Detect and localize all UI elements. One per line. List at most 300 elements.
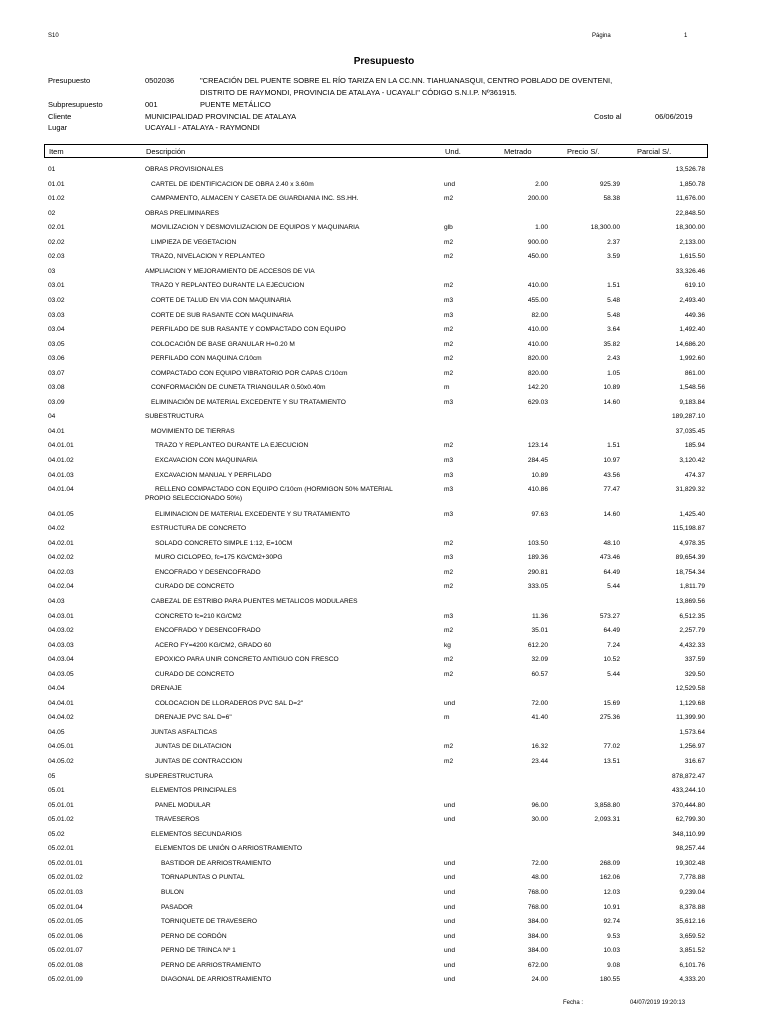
table-row [0, 887, 768, 899]
row-metrado: 30.00 [531, 816, 548, 824]
row-item: 02 [48, 209, 56, 217]
row-parcial: 3,120.42 [679, 457, 705, 464]
row-precio: 5.48 [607, 296, 620, 304]
row-metrado: 672.00 [527, 961, 548, 969]
row-precio: 18,300.00 [590, 224, 620, 232]
row-descripcion: PERNO DE TRINCA Nº 1 [161, 947, 236, 955]
subpresupuesto-desc: PUENTE METÁLICO [200, 100, 271, 109]
row-und: m2 [444, 326, 454, 334]
row-descripcion: TRAVESEROS [155, 816, 200, 824]
row-precio: 3.64 [607, 326, 620, 334]
row-und: m2 [444, 583, 454, 591]
row-descripcion: OBRAS PROVISIONALES [145, 166, 224, 173]
row-parcial: 9,183.84 [679, 398, 705, 406]
row-descripcion: TRAZO Y REPLANTEO DURANTE LA EJECUCION [155, 442, 309, 450]
row-item: 05.02.01.07 [48, 947, 83, 955]
row-descripcion: PERNO DE CORDÓN [161, 932, 227, 940]
row-descripcion: PERNO DE ARRIOSTRAMIENTO [161, 961, 261, 969]
row-und: und [444, 874, 456, 882]
row-und: m2 [444, 355, 454, 363]
row-item: 03.03 [48, 311, 65, 319]
row-descripcion: MOVIMIENTO DE TIERRAS [151, 427, 235, 435]
row-parcial: 13,526.78 [675, 166, 705, 173]
row-parcial: 12,529.58 [675, 685, 705, 693]
row-descripcion: CONCRETO fc=210 KG/CM2 [155, 612, 242, 620]
row-precio: 473.46 [599, 554, 620, 562]
row-precio: 268.09 [599, 859, 620, 867]
row-descripcion: COLOCACIÓN DE BASE GRANULAR H=0.20 M [151, 340, 295, 348]
row-precio: 5.44 [607, 670, 620, 678]
row-item: 05.02.01.04 [48, 903, 83, 911]
table-row [0, 945, 768, 957]
row-item: 04.05.01 [48, 743, 74, 751]
row-parcial: 1,129.68 [679, 699, 705, 707]
row-parcial: 185.94 [684, 442, 705, 450]
row-descripcion: ELEMENTOS DE UNIÓN O ARRIOSTRAMIENTO [155, 845, 303, 853]
table-row [0, 771, 768, 783]
row-metrado: 410.86 [527, 486, 548, 494]
row-metrado: 410.00 [527, 326, 548, 334]
table-row [0, 669, 768, 681]
row-item: 03.06 [48, 355, 65, 363]
row-precio: 48.10 [603, 539, 620, 547]
row-precio: 3,858.80 [594, 801, 620, 809]
row-precio: 9.08 [607, 961, 620, 969]
presupuesto-desc-line2: DISTRITO DE RAYMONDI, PROVINCIA DE ATALAYA - UCAYALI" CÓDIGO S.N.I.P. Nº361915. [200, 88, 517, 97]
row-item: 04 [48, 413, 56, 421]
table-row [0, 800, 768, 812]
row-parcial: 9,239.04 [679, 888, 705, 896]
table-row [0, 324, 768, 336]
page-number: 1 [684, 33, 688, 39]
row-descripcion: TORNAPUNTAS O PUNTAL [161, 874, 245, 882]
row-descripcion: TRAZO, NIVELACION Y REPLANTEO [151, 253, 265, 261]
fecha-label: Fecha : [563, 1000, 584, 1006]
row-metrado: 450.00 [527, 253, 548, 261]
table-row [0, 280, 768, 292]
table-row [0, 785, 768, 797]
row-precio: 3.59 [607, 253, 620, 261]
row-precio: 77.02 [603, 743, 620, 751]
row-und: glb [444, 224, 453, 232]
row-descripcion: CONFORMACIÓN DE CUNETA TRIANGULAR 0.50x0.40m [151, 384, 326, 392]
row-descripcion: ESTRUCTURA DE CONCRETO [151, 525, 247, 533]
row-descripcion: ENCOFRADO Y DESENCOFRADO [155, 627, 261, 635]
row-item: 04.01.03 [48, 471, 74, 479]
row-item: 04.03.03 [48, 641, 74, 649]
table-row [0, 960, 768, 972]
row-und: m3 [444, 471, 454, 479]
row-und: und [444, 961, 456, 969]
table-row [0, 858, 768, 870]
row-item: 05.02.01.06 [48, 932, 83, 940]
row-descripcion: PANEL MODULAR [155, 801, 211, 809]
row-item: 04.04.02 [48, 714, 74, 722]
row-metrado: 612.20 [527, 641, 548, 649]
table-row [0, 741, 768, 753]
row-und: und [444, 903, 456, 911]
row-und: m3 [444, 296, 454, 304]
row-metrado: 284.45 [527, 457, 548, 464]
row-und: m2 [444, 282, 454, 290]
table-row [0, 353, 768, 365]
row-item: 04.01.04 [48, 486, 74, 494]
row-metrado: 10.89 [531, 471, 548, 479]
row-parcial: 4,432.33 [679, 641, 705, 649]
table-row [0, 237, 768, 249]
row-und: m2 [444, 369, 454, 377]
col-item: Item [49, 147, 64, 156]
table-row [0, 625, 768, 637]
row-metrado: 820.00 [527, 369, 548, 377]
row-precio: 14.60 [603, 510, 620, 518]
row-descripcion: EPOXICO PARA UNIR CONCRETO ANTIGUO CON FRESCO [155, 656, 339, 664]
table-row [0, 727, 768, 739]
row-precio: 2.43 [607, 355, 620, 363]
row-metrado: 123.14 [527, 442, 548, 450]
row-metrado: 96.00 [531, 801, 548, 809]
row-precio: 10.52 [603, 656, 620, 664]
row-metrado: 23.44 [531, 758, 548, 765]
row-parcial: 433,244.10 [671, 787, 705, 795]
row-parcial: 98,257.44 [675, 845, 705, 853]
row-precio: 2,093.31 [594, 816, 620, 824]
table-row [0, 814, 768, 826]
row-metrado: 384.00 [527, 932, 548, 940]
row-item: 01.02 [48, 195, 65, 203]
row-descripcion: ELIMINACION DE MATERIAL EXCEDENTE Y SU TRATAMIENTO [155, 510, 350, 518]
row-und: m3 [444, 510, 454, 518]
row-descripcion: BASTIDOR DE ARRIOSTRAMIENTO [161, 859, 272, 867]
row-descripcion: CAMPAMENTO, ALMACEN Y CASETA DE GUARDIANIA INC. SS.HH. [151, 195, 359, 203]
row-precio: 10.89 [603, 384, 620, 392]
row-parcial: 22,848.50 [675, 209, 705, 217]
row-und: m2 [444, 758, 454, 765]
row-item: 02.02 [48, 238, 65, 246]
row-precio: 10.97 [603, 457, 620, 464]
row-descripcion: BULON [161, 888, 184, 896]
row-parcial: 1,850.78 [679, 180, 705, 188]
table-row [0, 382, 768, 394]
row-und: m2 [444, 743, 454, 751]
table-row [0, 470, 768, 482]
table-row [0, 829, 768, 841]
row-parcial: 1,256.97 [679, 743, 705, 751]
row-item: 01 [48, 166, 56, 173]
row-item: 05.02.01.05 [48, 918, 83, 926]
row-item: 05.02 [48, 830, 65, 838]
row-descripcion: CORTE DE TALUD EN VIA CON MAQUINARIA [151, 296, 291, 304]
row-descripcion: OBRAS PRELIMINARES [145, 209, 220, 217]
table-row [0, 843, 768, 855]
row-und: m [444, 384, 450, 392]
row-descripcion: MURO CICLOPEO, fc=175 KG/CM2+30PG [155, 554, 283, 562]
table-row [0, 411, 768, 423]
table-row [0, 552, 768, 564]
table-row [0, 538, 768, 550]
row-item: 04.01 [48, 427, 65, 435]
row-parcial: 3,659.52 [679, 932, 705, 940]
row-descripcion: JUNTAS DE CONTRACCION [155, 758, 243, 765]
row-metrado: 629.03 [527, 398, 548, 406]
row-metrado: 16.32 [531, 743, 548, 751]
row-item: 02.03 [48, 253, 65, 261]
row-metrado: 290.81 [527, 568, 548, 576]
row-parcial: 4,978.35 [679, 539, 705, 547]
row-parcial: 1,992.60 [679, 355, 705, 363]
table-row [0, 179, 768, 191]
row-parcial: 619.10 [684, 282, 705, 290]
row-und: m2 [444, 539, 454, 547]
row-precio: 9.53 [607, 932, 620, 940]
row-item: 05.02.01.03 [48, 888, 83, 896]
row-parcial: 18,754.34 [675, 568, 705, 576]
row-descripcion: AMPLIACION Y MEJORAMIENTO DE ACCESOS DE VIA [145, 267, 315, 275]
row-und: und [444, 888, 456, 896]
row-descripcion: ENCOFRADO Y DESENCOFRADO [155, 568, 261, 576]
col-precio: Precio S/. [567, 147, 600, 156]
row-precio: 180.55 [599, 976, 620, 984]
row-descripcion: COLOCACION DE LLORADEROS PVC SAL D=2" [155, 699, 304, 707]
row-descripcion: DRENAJE PVC SAL D=6" [155, 714, 232, 722]
row-precio: 925.39 [599, 180, 620, 188]
table-row-continuation [0, 493, 768, 505]
row-metrado: 384.00 [527, 947, 548, 955]
row-item: 04.03.05 [48, 670, 74, 678]
row-precio: 1.51 [607, 282, 620, 290]
row-descripcion: DIAGONAL DE ARRIOSTRAMIENTO [161, 976, 272, 984]
row-metrado: 410.00 [527, 340, 548, 348]
row-und: und [444, 976, 456, 984]
row-und: kg [444, 641, 451, 649]
row-item: 05.01.02 [48, 816, 74, 824]
row-metrado: 142.20 [527, 384, 548, 392]
row-metrado: 900.00 [527, 238, 548, 246]
row-metrado: 11.36 [531, 612, 548, 620]
row-descripcion: CURADO DE CONCRETO [155, 583, 235, 591]
table-row [0, 611, 768, 623]
row-item: 04.03 [48, 597, 65, 605]
row-und: m2 [444, 238, 454, 246]
row-parcial: 449.36 [684, 311, 705, 319]
table-row [0, 523, 768, 535]
row-descripcion: JUNTAS ASFALTICAS [151, 728, 218, 736]
row-item: 04.02.04 [48, 583, 74, 591]
table-row [0, 397, 768, 409]
table-row [0, 455, 768, 467]
row-und: m2 [444, 627, 454, 635]
row-und: und [444, 859, 456, 867]
row-item: 03 [48, 267, 56, 275]
row-item: 05.01 [48, 787, 65, 795]
costo-label: Costo al [594, 112, 622, 121]
table-row [0, 339, 768, 351]
row-parcial: 33,326.46 [675, 267, 705, 275]
row-precio: 43.56 [603, 471, 620, 479]
row-metrado: 2.00 [535, 180, 548, 188]
row-precio: 14.60 [603, 398, 620, 406]
costo-date: 06/06/2019 [655, 112, 693, 121]
presupuesto-code: 0502036 [145, 76, 175, 85]
row-und: m3 [444, 612, 454, 620]
row-und: m [444, 714, 450, 722]
row-parcial: 1,573.64 [679, 728, 705, 736]
row-und: m2 [444, 568, 454, 576]
row-item: 04.05.02 [48, 758, 74, 765]
row-descripcion: ELEMENTOS PRINCIPALES [151, 787, 237, 795]
row-descripcion: PERFILADO CON MAQUINA C/10cm [151, 355, 262, 363]
col-und: Und. [445, 147, 461, 156]
row-und: m2 [444, 340, 454, 348]
row-parcial: 861.00 [684, 369, 705, 377]
table-row [0, 581, 768, 593]
col-descripcion: Descripción [146, 147, 186, 156]
row-descripcion: ELIMINACIÓN DE MATERIAL EXCEDENTE Y SU TRATAMIENTO [151, 398, 346, 406]
row-precio: 15.69 [603, 699, 620, 707]
row-descripcion: RELLENO COMPACTADO CON EQUIPO C/10cm (HORMIGON 50% MATERIAL [155, 486, 393, 494]
row-parcial: 6,512.35 [679, 612, 705, 620]
subpresupuesto-label: Subpresupuesto [48, 100, 103, 109]
row-descripcion: TRAZO Y REPLANTEO DURANTE LA EJECUCION [151, 282, 305, 290]
table-row [0, 164, 768, 176]
row-parcial: 3,851.52 [679, 947, 705, 955]
row-item: 04.03.04 [48, 656, 74, 664]
row-descripcion: SUBESTRUCTURA [145, 413, 204, 421]
row-metrado: 41.40 [531, 714, 548, 722]
row-descripcion: JUNTAS DE DILATACION [155, 743, 232, 751]
row-metrado: 24.00 [531, 976, 548, 984]
row-parcial: 329.50 [684, 670, 705, 678]
row-und: m3 [444, 311, 454, 319]
row-item: 05 [48, 772, 56, 780]
table-row [0, 698, 768, 710]
table-row [0, 683, 768, 695]
row-descripcion: TORNIQUETE DE TRAVESERO [161, 918, 257, 926]
row-item: 04.04.01 [48, 699, 74, 707]
table-row [0, 640, 768, 652]
row-descripcion: CABEZAL DE ESTRIBO PARA PUENTES METALICOS MODULARES [151, 597, 358, 605]
table-row [0, 208, 768, 220]
table-row [0, 222, 768, 234]
row-parcial: 19,302.48 [675, 859, 705, 867]
row-item: 03.05 [48, 340, 65, 348]
row-metrado: 200.00 [527, 195, 548, 203]
row-precio: 64.49 [603, 568, 620, 576]
row-descripcion: EXCAVACION CON MAQUINARIA [155, 457, 258, 464]
table-row [0, 902, 768, 914]
row-parcial: 337.59 [684, 656, 705, 664]
row-precio: 10.91 [603, 903, 620, 911]
row-item: 04.01.01 [48, 442, 74, 450]
row-und: m3 [444, 457, 454, 464]
row-precio: 92.74 [603, 918, 620, 926]
table-row [0, 712, 768, 724]
table-row [0, 310, 768, 322]
row-parcial: 18,300.00 [675, 224, 705, 232]
row-item: 03.07 [48, 369, 65, 377]
row-item: 05.02.01.09 [48, 976, 83, 984]
row-item: 03.08 [48, 384, 65, 392]
row-precio: 12.03 [603, 888, 620, 896]
system-code: S10 [48, 33, 59, 39]
row-precio: 13.51 [603, 758, 620, 765]
row-descripcion: SUPERESTRUCTURA [145, 772, 213, 780]
row-metrado: 97.63 [531, 510, 548, 518]
row-metrado: 32.09 [531, 656, 548, 664]
row-item: 01.01 [48, 180, 65, 188]
row-und: m3 [444, 398, 454, 406]
row-descripcion: MOVILIZACION Y DESMOVILIZACION DE EQUIPOS Y MAQUINARIA [151, 224, 360, 232]
presupuesto-desc-line1: "CREACIÓN DEL PUENTE SOBRE EL RÍO TARIZA EN LA CC.NN. TIAHUANASQUI, CENTRO POBLADO DE OVENTENI, [200, 76, 613, 85]
fecha-value: 04/07/2019 19:20:13 [630, 1000, 686, 1006]
row-metrado: 60.57 [531, 670, 548, 678]
row-item: 04.02.01 [48, 539, 74, 547]
row-parcial: 7,778.88 [679, 874, 705, 882]
row-descripcion-cont: PROPIO SELECCIONADO 50%) [145, 495, 243, 503]
cliente-label: Cliente [48, 112, 72, 121]
row-parcial: 6,101.76 [679, 961, 705, 969]
table-row [0, 596, 768, 608]
presupuesto-label: Presupuesto [48, 76, 91, 85]
table-header [44, 144, 708, 158]
row-parcial: 37,035.45 [675, 427, 705, 435]
row-precio: 573.27 [599, 612, 620, 620]
row-parcial: 31,829.32 [675, 486, 705, 494]
row-precio: 10.03 [603, 947, 620, 955]
row-und: und [444, 801, 456, 809]
row-item: 04.02.02 [48, 554, 74, 562]
row-parcial: 370,444.80 [671, 801, 705, 809]
row-parcial: 13,869.56 [675, 597, 705, 605]
row-precio: 7.24 [607, 641, 620, 649]
row-precio: 5.44 [607, 583, 620, 591]
table-row [0, 756, 768, 768]
row-descripcion: PERFILADO DE SUB RASANTE Y COMPACTADO CON EQUIPO [151, 326, 346, 334]
row-precio: 64.49 [603, 627, 620, 635]
table-row [0, 368, 768, 380]
row-parcial: 1,492.40 [679, 326, 705, 334]
table-row [0, 916, 768, 928]
row-item: 03.02 [48, 296, 65, 304]
row-item: 04.02 [48, 525, 65, 533]
row-parcial: 316.67 [684, 758, 705, 765]
row-und: m2 [444, 253, 454, 261]
table-row [0, 440, 768, 452]
row-precio: 5.48 [607, 311, 620, 319]
row-metrado: 1.00 [535, 224, 548, 232]
row-parcial: 89,654.39 [675, 554, 705, 562]
row-parcial: 11,676.00 [676, 195, 705, 203]
row-und: und [444, 180, 456, 188]
row-parcial: 1,615.50 [679, 253, 705, 261]
row-und: m2 [444, 656, 454, 664]
row-metrado: 820.00 [527, 355, 548, 363]
row-parcial: 474.37 [684, 471, 705, 479]
page-label: Página [592, 33, 611, 39]
row-und: m3 [444, 486, 454, 494]
row-parcial: 878,872.47 [671, 772, 705, 780]
row-precio: 2.37 [607, 238, 620, 246]
row-parcial: 348,110.99 [672, 830, 705, 838]
table-row [0, 567, 768, 579]
row-metrado: 768.00 [527, 888, 548, 896]
row-item: 03.09 [48, 398, 65, 406]
row-descripcion: CURADO DE CONCRETO [155, 670, 235, 678]
table-row [0, 974, 768, 986]
row-metrado: 35.01 [531, 627, 548, 635]
row-item: 03.01 [48, 282, 65, 290]
row-parcial: 2,493.40 [679, 296, 705, 304]
